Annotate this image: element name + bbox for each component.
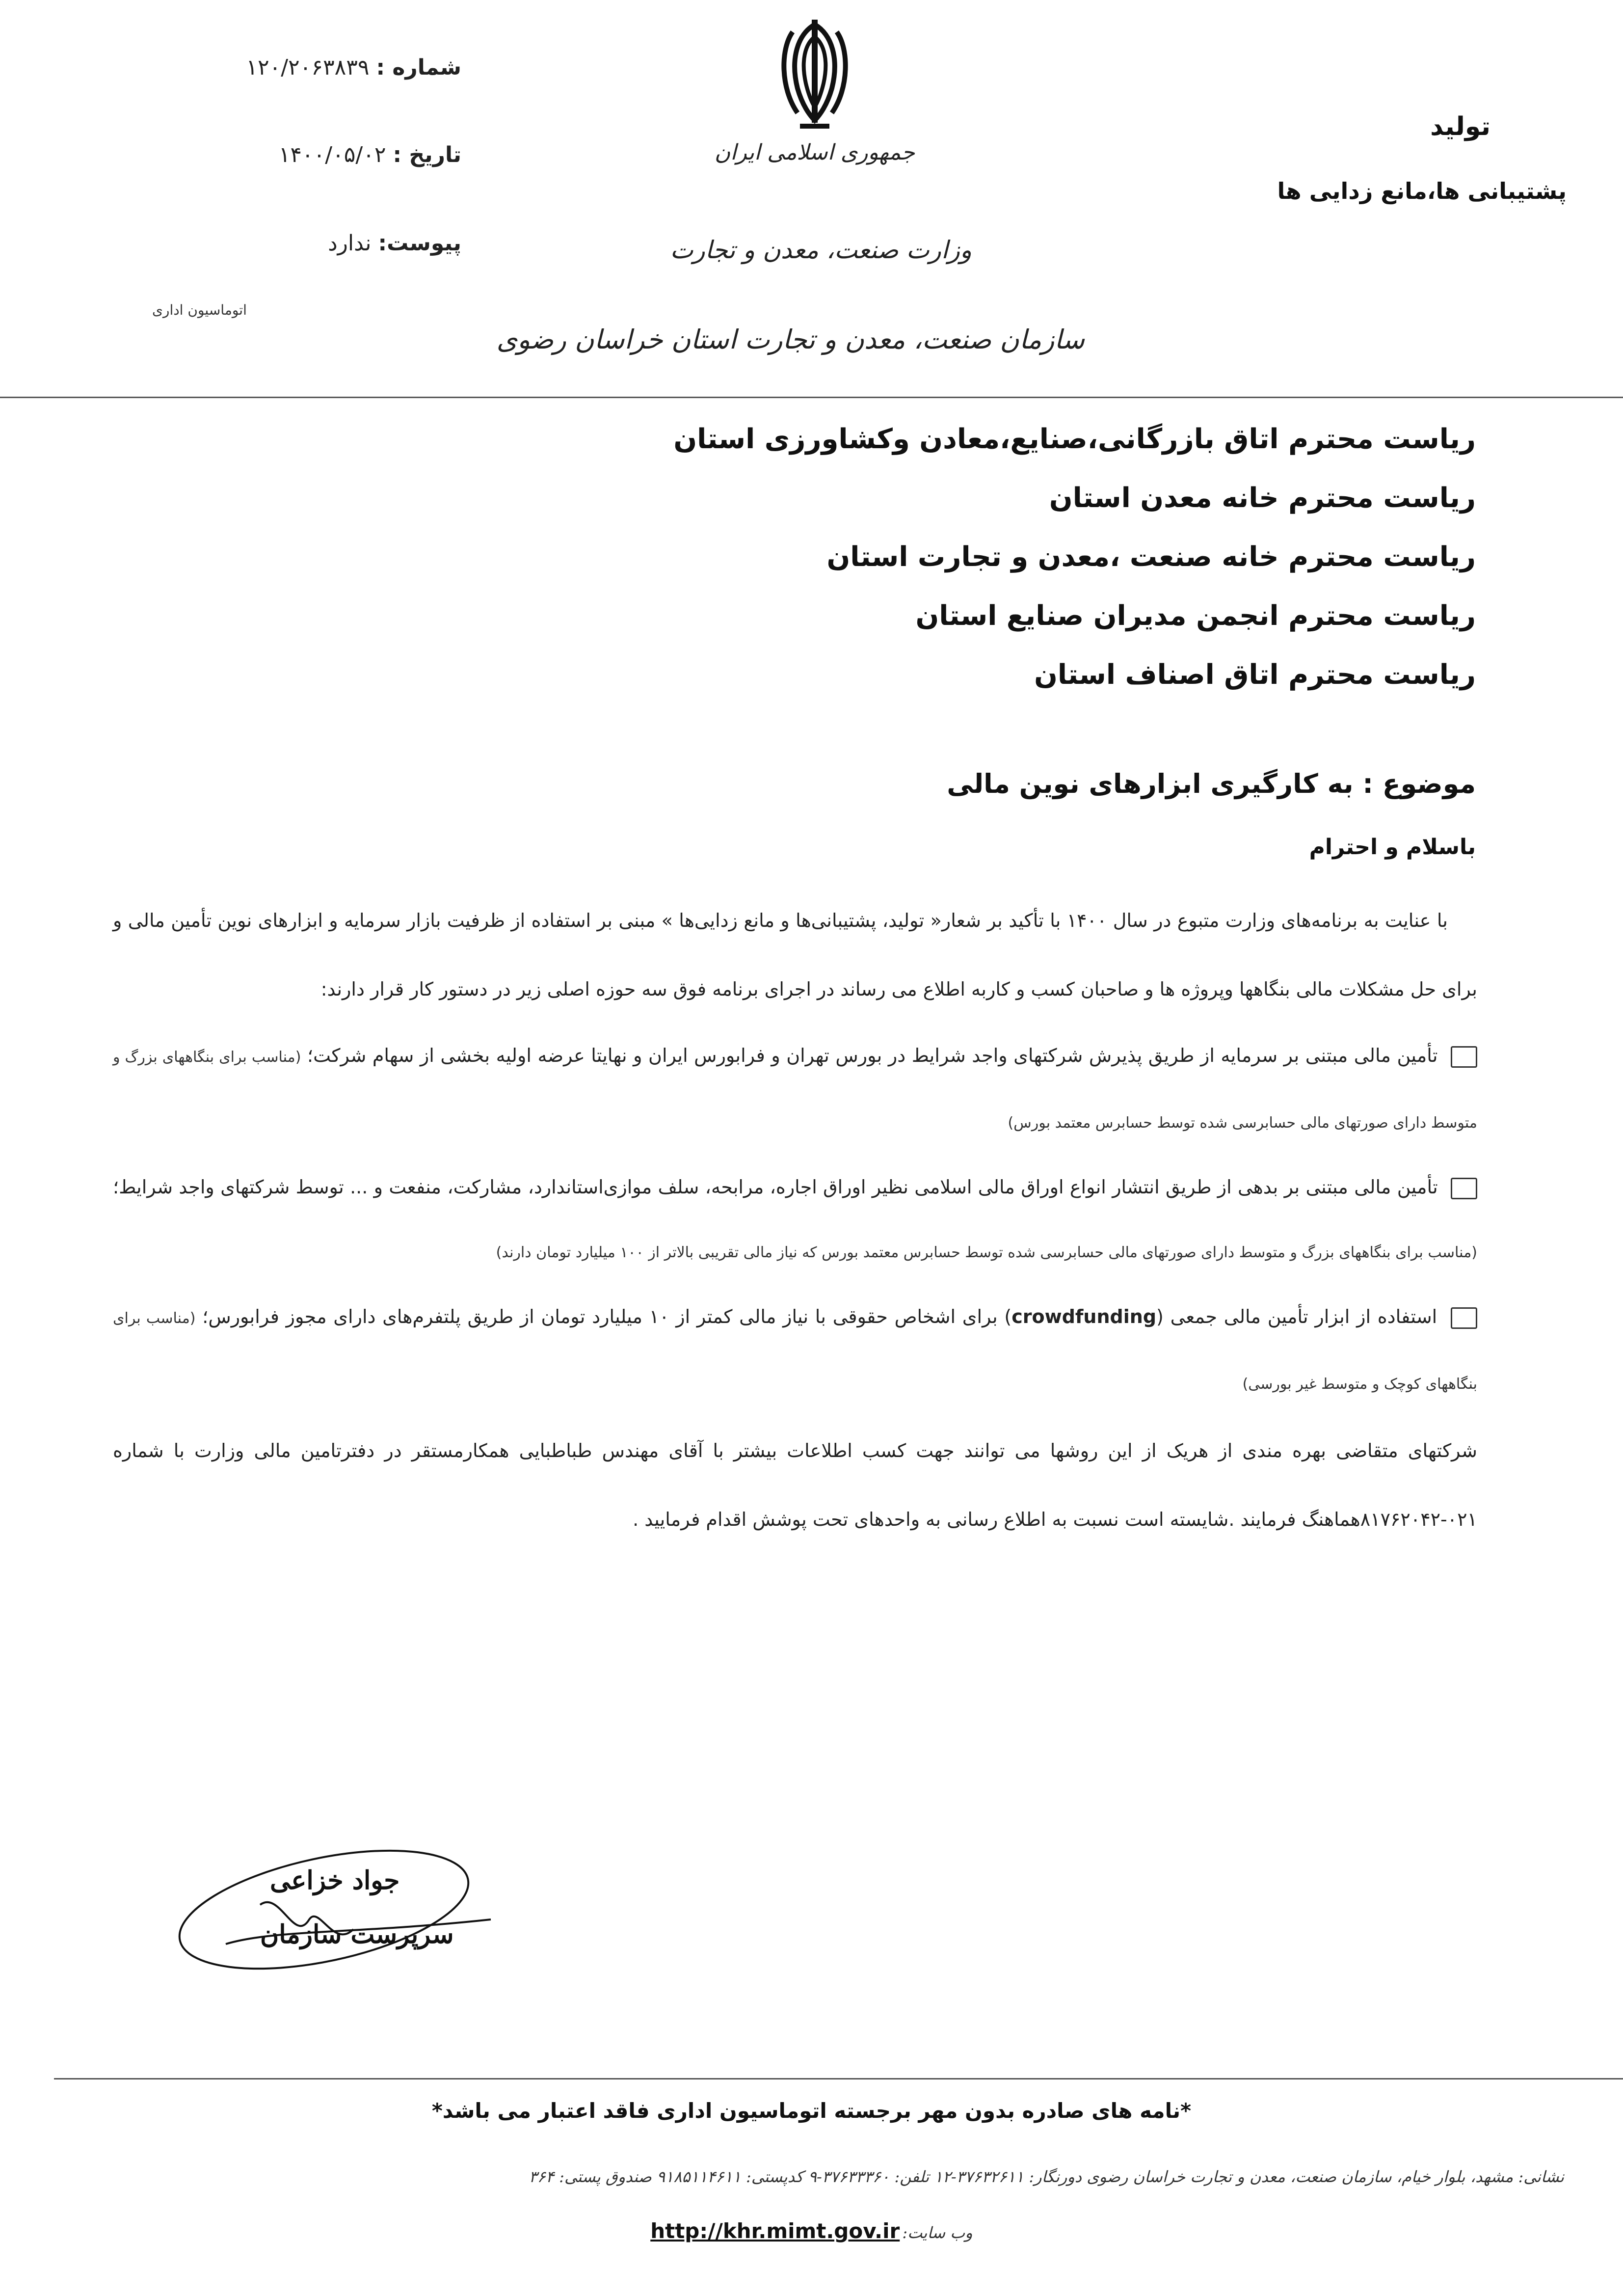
addressee-line: ریاست محترم خانه معدن استان <box>1049 482 1476 514</box>
folder-bullet-icon <box>1451 1046 1477 1068</box>
header-divider <box>0 397 1623 398</box>
letter-header <box>0 0 1623 393</box>
footer-divider <box>54 2078 1623 2080</box>
automation-label: اتوماسیون اداری <box>152 302 247 318</box>
item-text-after: ) برای اشخاص حقوقی با نیاز مالی کمتر از ۱۰ میلیارد تومان از طریق پلتفرم‌های دارای مجوز فرابورس؛ <box>202 1306 1012 1327</box>
signatory-title: سرپرست سازمان <box>260 1919 454 1949</box>
document-bullet-icon <box>1451 1178 1477 1199</box>
letter-date-label: تاریخ : <box>393 142 461 167</box>
website-link[interactable]: http://khr.mimt.gov.ir <box>650 2219 900 2243</box>
addressee-line: ریاست محترم اتاق بازرگانی،صنایع،معادن وکشاورزی استان <box>673 423 1476 455</box>
republic-name: جمهوری اسلامی ایران <box>714 140 915 165</box>
letter-date <box>201 142 461 167</box>
addressee-line: ریاست محترم انجمن مدیران صنایع استان <box>915 600 1476 632</box>
organization-name: سازمان صنعت، معدن و تجارت استان خراسان رضوی <box>496 324 1085 355</box>
addressee-line: ریاست محترم خانه صنعت ،معدن و تجارت استان <box>826 541 1476 573</box>
item-text: تأمین مالی مبتنی بر سرمایه از طریق پذیرش شرکتهای واجد شرایط در بورس تهران و فرابورس ایران و نهایتا عرضه اولیه بخشی از سهام شرکت؛ <box>307 1045 1438 1066</box>
item-note: (مناسب برای بنگاههای کوچک و متوسط غیر بورسی) <box>113 1310 1477 1393</box>
item-text-latin: crowdfunding <box>1011 1306 1157 1327</box>
signatory-name: جواد خزاعی <box>270 1865 400 1895</box>
item-note: (مناسب برای بنگاههای بزرگ و متوسط دارای صورتهای مالی حسابرسی شده توسط حسابرس معتمد بورس که نیاز مالی تقریبی بالاتر از ۱۰۰ میلیارد تومان دارند) <box>496 1244 1477 1261</box>
iran-emblem-icon <box>771 15 859 137</box>
greeting: باسلام و احترام <box>1309 835 1476 860</box>
footer-address: نشانی: مشهد، بلوار خیام، سازمان صنعت، معدن و تجارت خراسان رضوی دورنگار: ۳۷۶۳۲۶۱۱-۱۲ تلفن: ۳۷۶۳۳۳۶۰-۹ کدپستی: ۹۱۸۵۱۱۴۶۱۱ صندوق پستی: ۳۶۴ <box>529 2167 1564 2186</box>
slogan-subtitle: پشتیبانی ها،مانع زدایی ها <box>1277 178 1567 204</box>
list-item <box>113 1024 1477 1155</box>
list-item <box>113 1285 1477 1416</box>
website-label: وب سایت: <box>902 2223 973 2242</box>
footer-warning: *نامه های صادره بدون مهر برجسته اتوماسیون اداری فاقد اعتبار می باشد* <box>431 2099 1192 2123</box>
slogan-title: تولید <box>1430 112 1490 141</box>
list-item <box>113 1155 1477 1285</box>
letter-subject: موضوع : به کارگیری ابزارهای نوین مالی <box>947 768 1476 799</box>
item-text: تأمین مالی مبتنی بر بدهی از طریق انتشار انواع اوراق مالی اسلامی نظیر اوراق اجاره، مرابحه، سلف موازی‌استاندارد، مشارکت، منفعت و ... توسط شرکتهای واجد شرایط؛ <box>113 1176 1438 1198</box>
item-text-before: استفاده از ابزار تأمین مالی جمعی ( <box>1156 1306 1437 1327</box>
closing-paragraph: شرکتهای متقاضی بهره مندی از هریک از این روشها می توانند جهت کسب اطلاعات بیشتر با آقای مهندس طباطبایی همکارمستقر در دفترتامین مالی وزارت با شماره ۰۲۱-۸۱۷۶۲۰۴۲هماهنگ فرمایند .شایسته است نسبت به اطلاع رسانی به واحدهای تحت پوشش اقدام فرمایید . <box>113 1440 1477 1530</box>
addressee-list <box>543 410 1476 704</box>
letter-date-value: ۱۴۰۰/۰۵/۰۲ <box>278 142 386 167</box>
letter-attachment <box>294 231 461 256</box>
letter-attachment-label: پیوست: <box>378 231 461 256</box>
letter-number-label: شماره : <box>376 55 461 80</box>
footer-website <box>0 2219 1623 2243</box>
addressee-line: ریاست محترم اتاق اصناف استان <box>1034 659 1476 691</box>
intro-paragraph: با عنایت به برنامه‌های وزارت متبوع در سال ۱۴۰۰ با تأکید بر شعار« تولید، پشتیبانی‌ها و مانع زدایی‌ها » مبنی بر استفاده از ظرفیت بازار سرمایه و ابزارهای نوین تأمین مالی و برای حل مشکلات مالی بنگاهها وپروژه ها و صاحبان کسب و کاربه اطلاع می رساند در اجرای برنامه فوق سه حوزه اصلی زیر در دستور کار قرار دارند: <box>113 910 1477 1000</box>
letter-number <box>118 55 461 80</box>
letter-body <box>113 886 1477 1554</box>
letter-number-value: ۱۲۰/۲۰۶۳۸۳۹ <box>246 55 370 80</box>
letter-attachment-value: ندارد <box>328 231 372 256</box>
ministry-name: وزارت صنعت، معدن و تجارت <box>670 236 972 264</box>
list-bullet-icon <box>1451 1307 1477 1329</box>
signature-block <box>147 1846 530 1983</box>
item-note: (مناسب برای بنگاههای بزرگ و متوسط دارای صورتهای مالی حسابرسی شده توسط حسابرس معتمد بورس) <box>113 1049 1477 1132</box>
